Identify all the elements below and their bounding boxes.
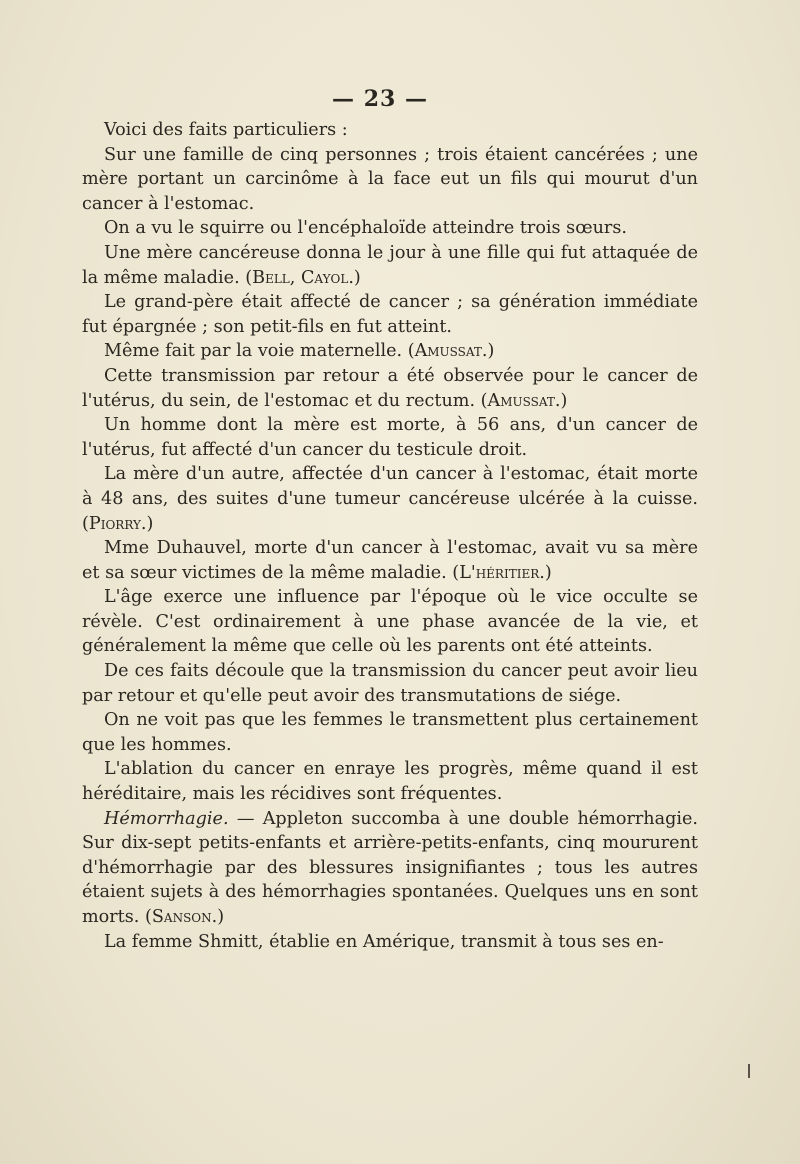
paragraph-10: Mme Duhauvel, morte d'un cancer à l'estomac, avait vu sa mère et sa sœur victimes de la même maladie. (L'héritier.) xyxy=(82,538,698,583)
paragraph-12: De ces faits découle que la transmission du cancer peut avoir lieu par retour et qu'elle peut avoir des transmutations de siége. xyxy=(82,661,698,706)
citation: Piorry. xyxy=(88,513,147,534)
paragraph-9: La mère d'un autre, affectée d'un cancer à l'estomac, était morte à 48 ans, des suites d'une tumeur cancéreuse ulcérée à la cuisse. (Piorry.) xyxy=(82,464,698,534)
paragraph-16: La femme Shmitt, établie en Amérique, transmit à tous ses en- xyxy=(104,931,664,952)
paragraph-15: Hémorrhagie. — Appleton succomba à une double hémorrhagie. Sur dix-sept petits-enfants et arrière-petits-enfants, cinq moururent d'hémorrhagie par des blessures insignifiantes ; tous les autres étaient sujets à des hémorrhagies spontanées. Quelques uns en sont morts. (Sanson.) xyxy=(82,808,698,927)
paragraph-8: Un homme dont la mère est morte, à 56 ans, d'un cancer de l'utérus, fut affecté d'un cancer du testicule droit. xyxy=(82,415,698,460)
paper-speck xyxy=(748,1064,750,1078)
citation: Amussat. xyxy=(414,341,488,362)
paragraph-7: Cette transmission par retour a été observée pour le cancer de l'utérus, du sein, de l'estomac et du rectum. (Amussat.) xyxy=(82,365,698,411)
paragraph-2: Sur une famille de cinq personnes ; trois étaient cancérées ; une mère portant un carcinôme à la face eut un fils qui mourut d'un cancer à l'estomac. xyxy=(82,144,698,214)
citation: Amussat. xyxy=(487,390,561,411)
paragraph-1: Voici des faits particuliers : xyxy=(104,120,348,140)
body-text xyxy=(82,118,698,954)
page-number: — 23 — xyxy=(332,86,428,112)
citation: Sanson. xyxy=(151,907,218,927)
paragraph-11: L'âge exerce une influence par l'époque où le vice occulte se révèle. C'est ordinairement à une phase avancée de la vie, et généralement la même que celle où les parents ont été atteints. xyxy=(82,587,698,657)
paragraph-3: On a vu le squirre ou l'encéphaloïde atteindre trois sœurs. xyxy=(104,218,627,239)
citation: Bell, Cayol. xyxy=(252,267,354,288)
citation: L'héritier. xyxy=(459,562,545,583)
paragraph-6: Même fait par la voie maternelle. (Amussat.) xyxy=(104,341,495,362)
paragraph-4: Une mère cancéreuse donna le jour à une fille qui fut attaquée de la même maladie. (Bell, Cayol.) xyxy=(82,242,698,288)
paragraph-14: L'ablation du cancer en enraye les progrès, même quand il est héréditaire, mais les récidives sont fréquentes. xyxy=(82,759,698,805)
paragraph-5: Le grand-père était affecté de cancer ; sa génération immédiate fut épargnée ; son petit-fils en fut atteint. xyxy=(82,292,698,337)
paragraph-13: On ne voit pas que les femmes le transmettent plus certainement que les hommes. xyxy=(82,710,698,755)
section-heading: Hémorrhagie. xyxy=(104,808,229,829)
